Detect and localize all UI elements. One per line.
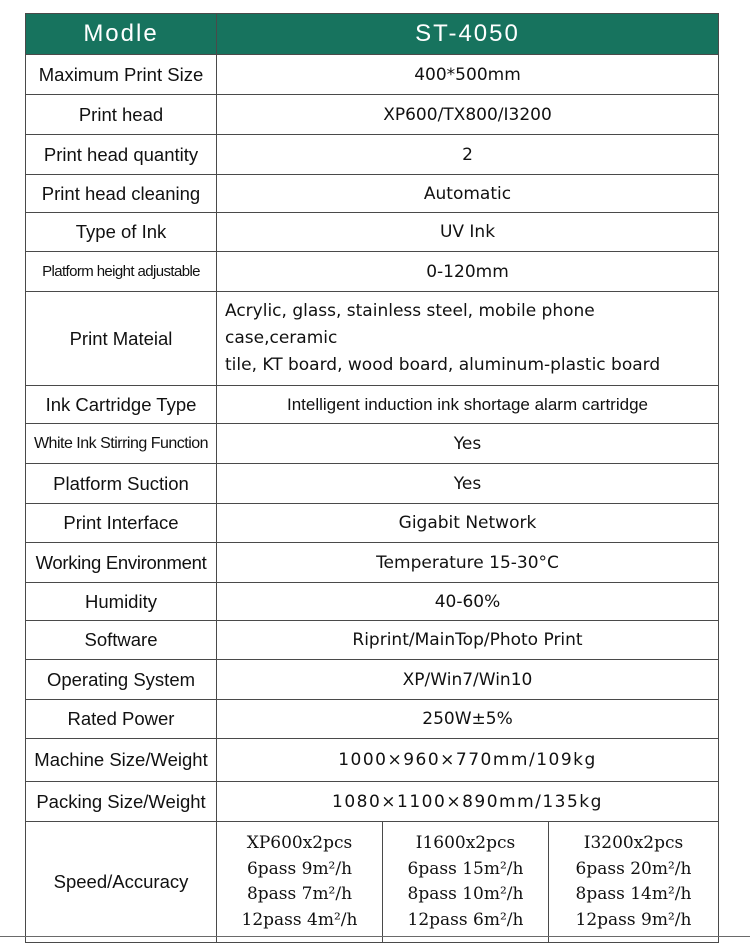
speed-grid [217,822,718,942]
spec-row-operating-system [26,660,719,700]
speed-line: 8pass 14m²/h [575,884,692,904]
spec-label: Speed/Accuracy [26,822,217,943]
spec-label: Packing Size/Weight [26,782,217,822]
spec-label: Print head [26,95,217,135]
spec-value: 1000×960×770mm/109kg [217,739,719,782]
speed-line: 8pass 10m²/h [407,884,524,904]
spec-value: XP/Win7/Win10 [217,660,719,700]
spec-label: Type of Ink [26,213,217,252]
spec-label: Humidity [26,583,217,621]
speed-column [382,822,548,942]
spec-label: Print head cleaning [26,175,217,213]
model-value-cell: ST-4050 [217,14,719,55]
speed-grid-cell [217,822,719,943]
speed-line: XP600x2pcs [246,833,353,853]
spec-row-max-print-size [26,55,719,95]
spec-label: Operating System [26,660,217,700]
speed-line: 12pass 4m²/h [241,909,358,930]
model-label-cell: Modle [26,14,217,55]
spec-label: Working Environment [26,543,217,583]
speed-line: 6pass 15m²/h [407,858,524,879]
spec-value: 400*500mm [217,55,719,95]
spec-row-rated-power [26,700,719,739]
speed-line: 12pass 9m²/h [575,909,692,930]
spec-row-type-of-ink [26,213,719,252]
spec-row-print-head-cleaning [26,175,719,213]
spec-value: XP600/TX800/I3200 [217,95,719,135]
spec-value-line: tile, KT board, wood board, aluminum-plastic board [225,355,661,375]
spec-value: Temperature 15-30°C [217,543,719,583]
spec-value: Intelligent induction ink shortage alarm cartridge [217,386,719,424]
spec-label: Platform Suction [26,464,217,504]
spec-row-print-material [26,292,719,386]
speed-column [548,822,718,942]
spec-value: UV Ink [217,213,719,252]
spec-label: Print Mateial [26,292,217,386]
spec-table [25,13,719,943]
speed-line: I1600x2pcs [415,833,516,853]
spec-row-platform-suction [26,464,719,504]
spec-label: Maximum Print Size [26,55,217,95]
spec-label: Machine Size/Weight [26,739,217,782]
spec-row-humidity [26,583,719,621]
spec-row-speed-accuracy [26,822,719,943]
spec-label: Print Interface [26,504,217,543]
speed-line: I3200x2pcs [583,833,684,853]
spec-value: 1080×1100×890mm/135kg [217,782,719,822]
spec-row-platform-height [26,252,719,292]
spec-row-packing-size [26,782,719,822]
spec-label: Ink Cartridge Type [26,386,217,424]
spec-value: Automatic [217,175,719,213]
speed-line: 12pass 6m²/h [407,909,524,930]
spec-row-print-interface [26,504,719,543]
spec-row-software [26,621,719,660]
spec-label: Software [26,621,217,660]
spec-row-ink-cartridge [26,386,719,424]
speed-line: 8pass 7m²/h [246,884,353,904]
spec-value: 0-120mm [217,252,719,292]
speed-line: 6pass 20m²/h [575,858,692,879]
spec-row-working-environment [26,543,719,583]
spec-value: Gigabit Network [217,504,719,543]
spec-value: Yes [217,464,719,504]
spec-value: Riprint/MainTop/Photo Print [217,621,719,660]
spec-value: Yes [217,424,719,464]
spec-value-line: Acrylic, glass, stainless steel, mobile phone case,ceramic [225,301,595,348]
spec-label: Print head quantity [26,135,217,175]
spec-value [217,292,719,386]
spec-label: Rated Power [26,700,217,739]
spec-row-print-head [26,95,719,135]
spec-label: White Ink Stirring Function [26,424,217,464]
spec-value: 2 [217,135,719,175]
spec-row-print-head-quantity [26,135,719,175]
spec-label: Platform height adjustable [26,252,217,292]
spec-row-machine-size [26,739,719,782]
header-row [26,14,719,55]
speed-column [217,822,382,942]
spec-value: 40-60% [217,583,719,621]
spec-value: 250W±5% [217,700,719,739]
spec-row-white-ink-stirring [26,424,719,464]
speed-line: 6pass 9m²/h [246,858,353,879]
